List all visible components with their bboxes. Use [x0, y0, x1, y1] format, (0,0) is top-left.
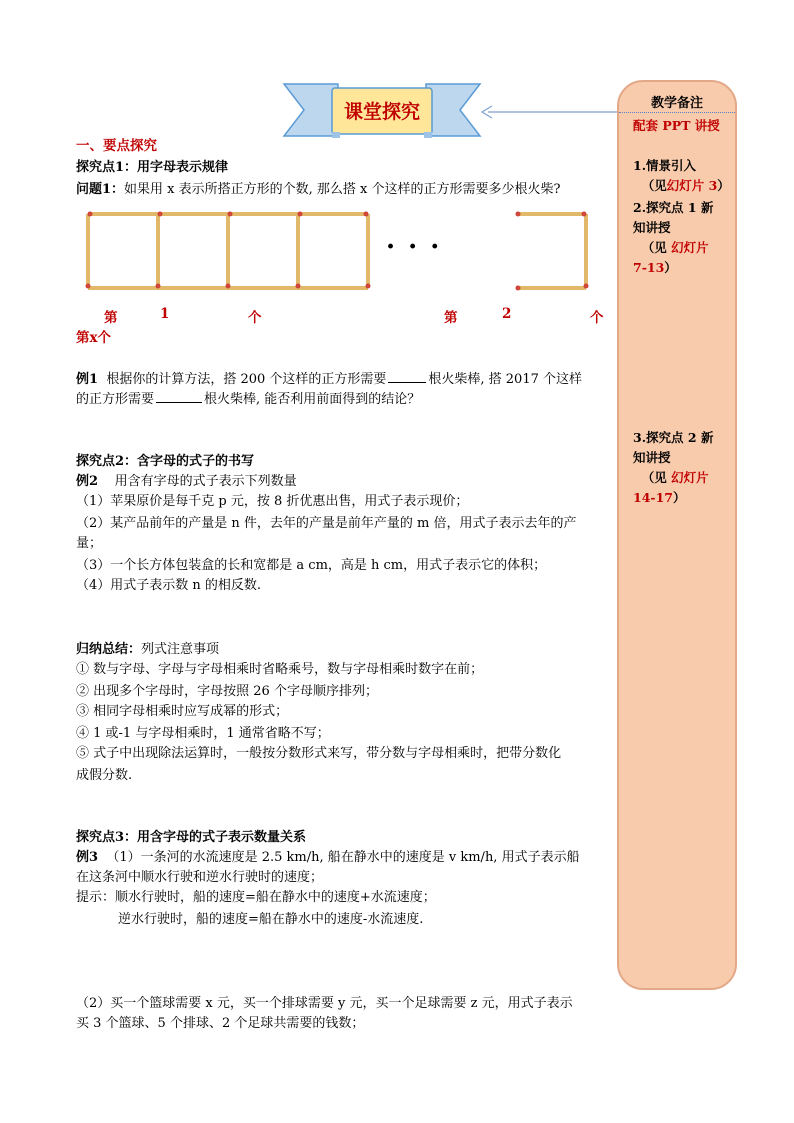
blank-2	[156, 388, 202, 403]
fig-label-2: 2	[502, 306, 512, 322]
ellipsis-dots: · · ·	[386, 232, 442, 262]
example-2-item-4: （4）用式子表示数 n 的相反数.	[76, 578, 262, 593]
question-1: 问题1：如果用 x 表示所搭正方形的个数, 那么搭 x 个这样的正方形需要多少根火柴?	[76, 182, 561, 197]
notes-item-2: 2.探究点 1 新 知讲授 （见 幻灯片 7-13）	[633, 200, 714, 275]
example-2-item-1: （1）苹果原价是每千克 p 元，按 8 折优惠出售，用式子表示现价；	[76, 494, 469, 509]
summary-item-3: ③ 相同字母相乘时应写成幂的形式；	[76, 704, 289, 719]
example-3-item-2b: 买 3 个篮球、5 个排球、2 个足球共需要的钱数；	[76, 1016, 365, 1031]
notes-divider	[619, 112, 735, 113]
section-heading: 一、要点探究	[76, 138, 157, 154]
fig-label-second: 第	[444, 310, 458, 326]
fig-label-xth: 第x个	[76, 330, 112, 346]
example-3-item-2a: （2）买一个篮球需要 x 元，买一个排球需要 y 元，买一个足球需要 z 元，用式子表示	[76, 996, 573, 1011]
fig-label-unit: 个	[248, 310, 262, 326]
explore-point-2-title: 探究点2：含字母的式子的书写	[76, 454, 255, 469]
example-3-line-2: 在这条河中顺水行驶和逆水行驶时的速度；	[76, 870, 324, 885]
blank-1	[388, 368, 426, 383]
summary-item-1: ① 数与字母、字母与字母相乘时省略乘号，数与字母相乘时数字在前；	[76, 662, 484, 677]
summary-heading: 归纳总结：列式注意事项	[76, 642, 220, 657]
notes-item-1: 1.情景引入 （见幻灯片 3）	[633, 158, 730, 193]
matchstick-squares-figure	[76, 206, 596, 300]
notes-subtitle: 配套 PPT 讲授	[633, 118, 720, 133]
notes-item-3: 3.探究点 2 新 知讲授 （见 幻灯片 14-17）	[633, 430, 714, 505]
explore-point-3-title: 探究点3：用含字母的式子表示数量关系	[76, 830, 307, 845]
hint-line-1: 提示：顺水行驶时，船的速度=船在静水中的速度+水流速度；	[76, 890, 436, 905]
fig-label-first: 第	[104, 310, 118, 326]
example-1-line-2: 的正方形需要 根火柴棒, 能否利用前面得到的结论？	[76, 388, 606, 410]
example-1-line-1: 例1 根据你的计算方法，搭 200 个这样的正方形需要 根火柴棒, 搭 2017 个这样	[76, 368, 606, 390]
teaching-notes-panel	[617, 80, 737, 990]
hint-line-2: 逆水行驶时，船的速度=船在静水中的速度-水流速度.	[118, 912, 424, 927]
example-2-intro: 例2 用含有字母的式子表示下列数量	[76, 474, 297, 489]
arrow-left-icon	[480, 105, 620, 119]
notes-title: 教学备注	[650, 96, 703, 111]
example-2-item-2b: 量；	[76, 536, 103, 551]
banner-title: 课堂探究	[343, 100, 420, 123]
example-2-item-3: （3）一个长方体包装盒的长和宽都是 a cm，高是 h cm，用式子表示它的体积；	[76, 558, 547, 573]
summary-item-4: ④ 1 或-1 与字母相乘时，1 通常省略不写；	[76, 726, 330, 741]
example-3-line-1: 例3 （1）一条河的水流速度是 2.5 km/h, 船在静水中的速度是 v km/h, 用式子表示船	[76, 850, 580, 865]
summary-item-5a: ⑤ 式子中出现除法运算时，一般按分数形式来写，带分数与字母相乘时，把带分数化	[76, 746, 562, 761]
fig-label-unit-2: 个	[590, 310, 604, 326]
summary-item-5b: 成假分数.	[76, 768, 133, 783]
summary-item-2: ② 出现多个字母时，字母按照 26 个字母顺序排列；	[76, 684, 378, 699]
example-2-item-2a: （2）某产品前年的产量是 n 件，去年的产量是前年产量的 m 倍，用式子表示去年的产	[76, 516, 577, 531]
fig-label-1: 1	[160, 306, 170, 322]
explore-point-1-title: 探究点1：用字母表示规律	[76, 160, 229, 175]
